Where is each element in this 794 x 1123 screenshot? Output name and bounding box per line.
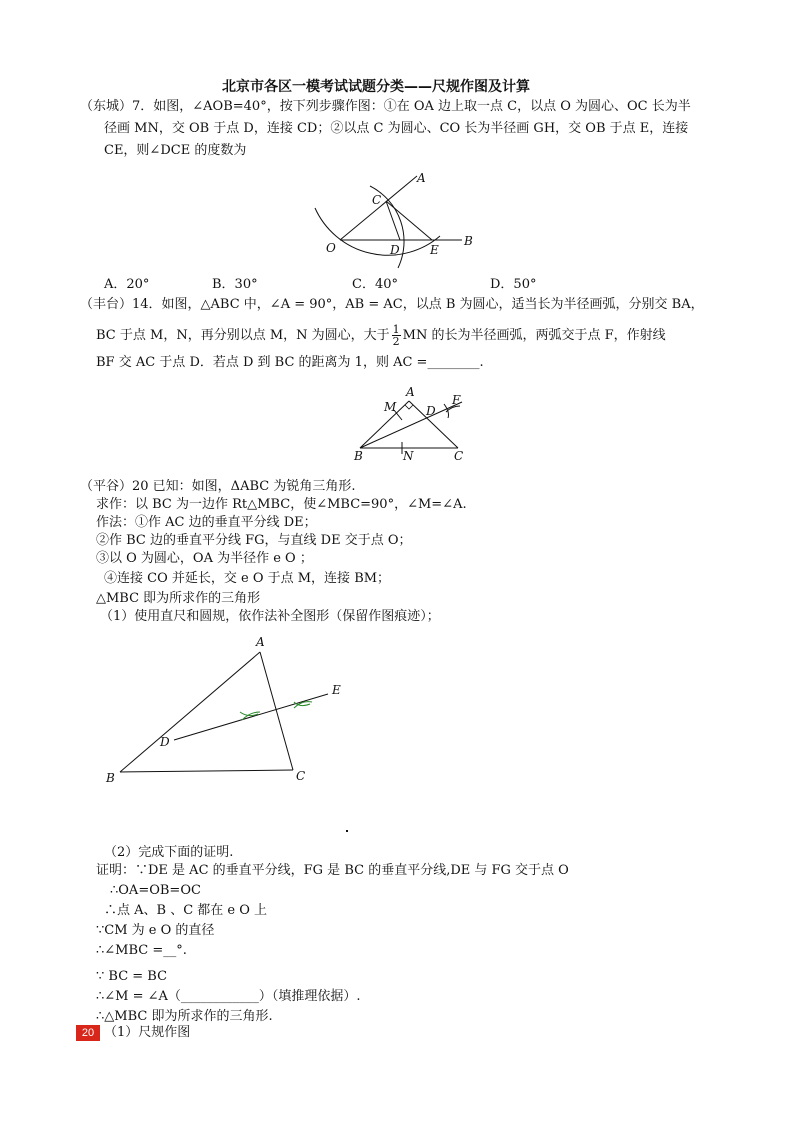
q3-proof7: ∴∠M = ∠A（____________）（填推理依据）. bbox=[96, 989, 361, 1004]
q2-figure bbox=[350, 384, 480, 466]
q3-figure bbox=[100, 632, 350, 792]
q3-line6: ④连接 CO 并延长，交 e O 于点 M，连接 BM； bbox=[104, 571, 391, 586]
page-title: 北京市各区一模考试试题分类——尺规作图及计算 bbox=[222, 79, 530, 95]
q2-fraction bbox=[392, 324, 401, 347]
q2-label-N: N bbox=[403, 449, 414, 463]
q3-label-E: E bbox=[332, 683, 341, 697]
q3-line7: △MBC 即为所求作的三角形 bbox=[96, 591, 261, 606]
answer-badge-text: 20 bbox=[81, 1027, 95, 1039]
q3-line3: 作法：①作 AC 边的垂直平分线 DE； bbox=[96, 515, 317, 530]
q2-label-D: D bbox=[426, 404, 436, 418]
q1-label-C: C bbox=[372, 193, 382, 207]
q1-label-D: D bbox=[390, 243, 400, 257]
q3-proof5: ∴∠MBC =__°. bbox=[96, 943, 187, 958]
q2-label-B: B bbox=[354, 449, 363, 463]
q3-proof2: ∴OA=OB=OC bbox=[110, 883, 201, 898]
q1-option-b: B．30° bbox=[212, 277, 258, 292]
q2-line2 bbox=[96, 324, 666, 347]
q2-line2-start: BC 于点 M，N，再分别以点 M，N 为圆心，大于 bbox=[96, 328, 390, 343]
q2-label-A: A bbox=[406, 385, 415, 399]
q3-line2: 求作：以 BC 为一边作 Rt△MBC，使∠MBC=90°，∠M=∠A. bbox=[96, 497, 467, 512]
q2-label-F: F bbox=[452, 393, 461, 407]
q3-proof3: ∴点 A、B 、C 都在 e O 上 bbox=[104, 903, 268, 918]
q3-proof4: ∵CM 为 e O 的直径 bbox=[96, 923, 215, 938]
q3-label-C: C bbox=[296, 769, 306, 783]
q3-label-B: B bbox=[106, 771, 115, 785]
q1-label-E: E bbox=[430, 243, 439, 257]
q1-option-c: C．40° bbox=[352, 277, 398, 292]
q2-frac-num: 1 bbox=[392, 323, 400, 336]
q1-line1: （东城）7．如图，∠AOB=40°，按下列步骤作图：①在 OA 边上取一点 C，以点 O 为圆心、OC 长为半 bbox=[80, 99, 691, 114]
q2-line2-end: MN 的长为半径画弧，两弧交于点 F，作射线 bbox=[402, 328, 666, 343]
stray-dot bbox=[346, 830, 348, 832]
q2-line3: BF 交 AC 于点 D．若点 D 到 BC 的距离为 1，则 AC =________. bbox=[96, 355, 484, 370]
q1-label-B: B bbox=[464, 234, 473, 248]
answer-badge bbox=[76, 1025, 100, 1041]
q2-frac-den: 2 bbox=[392, 335, 400, 348]
q2-label-C: C bbox=[454, 449, 464, 463]
q1-figure bbox=[320, 168, 500, 268]
q3-label-D: D bbox=[160, 735, 170, 749]
q3-proof6: ∵ BC = BC bbox=[96, 969, 168, 984]
answers-heading: （1）尺规作图 bbox=[104, 1025, 191, 1040]
q1-line3: CE，则∠DCE 的度数为 bbox=[104, 143, 247, 158]
q3-part2: （2）完成下面的证明. bbox=[104, 845, 234, 860]
q3-line1: （平谷）20 已知：如图，ΔABC 为锐角三角形. bbox=[80, 479, 356, 494]
q3-proof8: ∴△MBC 即为所求作的三角形. bbox=[96, 1009, 273, 1024]
q3-proof1: 证明：∵DE 是 AC 的垂直平分线，FG 是 BC 的垂直平分线,DE 与 FG 交于点 O bbox=[96, 863, 569, 878]
q1-label-O: O bbox=[326, 241, 336, 255]
q2-label-M: M bbox=[384, 400, 397, 414]
q3-part1: （1）使用直尺和圆规，依作法补全图形（保留作图痕迹）； bbox=[100, 609, 440, 624]
q3-line5: ③以 O 为圆心，OA 为半径作 e O ； bbox=[96, 551, 313, 566]
q1-option-d: D．50° bbox=[490, 277, 537, 292]
q1-option-a: A．20° bbox=[104, 277, 150, 292]
q3-label-A: A bbox=[256, 635, 265, 649]
q3-line4: ②作 BC 边的垂直平分线 FG，与直线 DE 交于点 O； bbox=[96, 533, 412, 548]
q1-line2: 径画 MN，交 OB 于点 D，连接 CD；②以点 C 为圆心、CO 长为半径画 GH，交 OB 于点 E，连接 bbox=[104, 121, 689, 136]
q2-line1: （丰台）14．如图，△ABC 中，∠A = 90°，AB = AC，以点 B 为圆心，适当长为半径画弧，分别交 BA， bbox=[80, 297, 704, 312]
q1-label-A: A bbox=[417, 171, 426, 185]
